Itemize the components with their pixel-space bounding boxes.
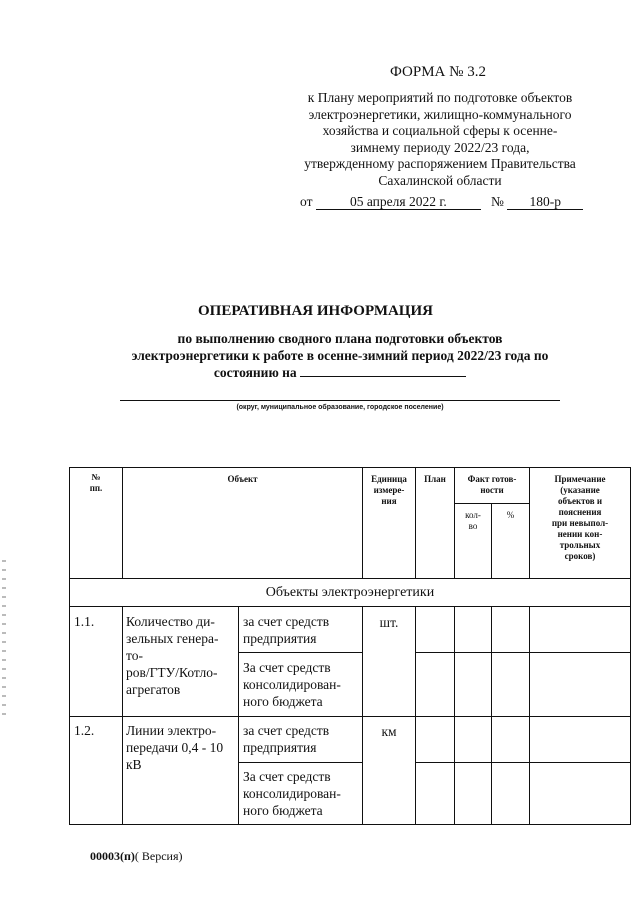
row-1-split-line-right <box>415 652 631 653</box>
funding-line: ного бюджета <box>243 803 323 818</box>
unit-value: км <box>381 724 397 739</box>
header-object: Объект <box>227 474 258 484</box>
unit-value: шт. <box>379 615 399 630</box>
document-subtitle <box>80 330 600 381</box>
col-line <box>238 606 239 824</box>
header-text: пп. <box>89 483 103 493</box>
row-2-split-line <box>238 762 362 763</box>
header-text: во <box>468 521 478 531</box>
header-text: при невыпол- <box>551 518 609 528</box>
object-name-line: кВ <box>126 757 142 772</box>
region-caption: (округ, муниципальное образование, городское поселение) <box>236 404 444 411</box>
header-text: пояснения <box>558 507 602 517</box>
approval-line: утвержденному распоряжением Правительства <box>304 156 576 172</box>
row-object-name <box>126 722 238 773</box>
header-text: трольных <box>559 540 601 550</box>
header-num <box>70 472 122 494</box>
approval-reference <box>282 90 598 190</box>
funding-line: консолидирован- <box>243 677 341 692</box>
header-fact-qty <box>455 510 491 532</box>
col-line <box>529 606 530 824</box>
header-fact-pct: % <box>506 510 515 520</box>
header-text: Единица <box>371 474 407 484</box>
funding-source <box>243 613 329 647</box>
status-date-blank <box>300 364 466 377</box>
table-border-top <box>69 467 631 468</box>
document-code: 00003(п) <box>90 849 135 863</box>
header-text: (указание <box>560 485 600 495</box>
object-name-line: ров/ГТУ/Котло- <box>126 665 218 680</box>
document-version: ( Версия) <box>134 849 183 863</box>
funding-line: за счет средств <box>243 723 330 738</box>
row-2-split-line-right <box>415 762 631 763</box>
header-text: нении кон- <box>557 529 603 539</box>
subtitle-line: электроэнергетики к работе в осенне-зимний период 2022/23 года по <box>131 348 549 363</box>
section-bottom-line <box>69 606 631 607</box>
row-1-bottom-line <box>69 716 631 717</box>
approval-line: зимнему периоду 2022/23 года, <box>350 139 530 155</box>
decree-date: 05 апреля 2022 г. <box>316 194 481 210</box>
row-1-split-line <box>238 652 362 653</box>
table-border-bottom <box>69 824 631 825</box>
object-name-line: Количество ди- <box>126 614 215 629</box>
funding-line: За счет средств <box>243 660 331 675</box>
document-footer <box>90 849 183 864</box>
object-name-line: то- <box>126 648 143 663</box>
header-text: № <box>91 472 101 482</box>
subtitle-line: состоянию на <box>213 365 297 380</box>
row-object-name <box>126 613 238 698</box>
col-line <box>491 606 492 824</box>
col-line <box>362 606 363 824</box>
header-text: измере- <box>373 485 405 495</box>
date-prefix: от <box>300 194 313 209</box>
approval-line: к Плану мероприятий по подготовке объектов <box>307 90 573 105</box>
header-fact <box>455 474 529 496</box>
object-name-line: зельных генера- <box>126 631 219 646</box>
approval-line: хозяйства и социальной сферы к осенне- <box>322 123 558 139</box>
col-line <box>454 606 455 824</box>
funding-line: консолидирован- <box>243 786 341 801</box>
col-line <box>122 606 123 824</box>
header-text: объектов и <box>557 496 603 506</box>
header-text: Факт готов- <box>467 474 517 484</box>
header-plan: План <box>424 474 446 484</box>
header-text: сроков) <box>564 551 596 561</box>
subtitle-line: по выполнению сводного плана подготовки объектов <box>177 331 503 346</box>
header-text: Примечание <box>554 474 606 484</box>
region-blank-line <box>120 400 560 401</box>
object-name-line: передачи 0,4 - 10 <box>126 740 224 755</box>
approval-line: Сахалинской области <box>378 172 502 188</box>
scan-edge-marks <box>2 560 6 720</box>
funding-source <box>243 722 329 756</box>
header-text: кол- <box>465 510 481 520</box>
object-name-line: Линии электро- <box>126 723 217 738</box>
header-bottom-line <box>69 578 631 579</box>
number-prefix: № <box>490 194 504 209</box>
header-text: ния <box>381 496 397 506</box>
funding-line: За счет средств <box>243 769 331 784</box>
table-border-left <box>69 467 70 825</box>
document-title: ОПЕРАТИВНАЯ ИНФОРМАЦИЯ <box>198 303 433 319</box>
header-text: ности <box>480 485 504 495</box>
header-unit <box>363 474 415 507</box>
row-number: 1.1. <box>74 614 95 629</box>
funding-source <box>243 659 341 710</box>
form-number: ФОРМА № 3.2 <box>390 64 486 80</box>
row-number: 1.2. <box>74 723 95 738</box>
object-name-line: агрегатов <box>126 682 181 697</box>
funding-line: предприятия <box>243 631 317 646</box>
header-note <box>530 474 630 562</box>
funding-source <box>243 768 341 819</box>
funding-line: за счет средств <box>243 614 330 629</box>
approval-line: электроэнергетики, жилищно-коммунального <box>308 106 572 122</box>
col-line <box>415 606 416 824</box>
decree-number: 180-р <box>507 194 583 210</box>
decree-date-line <box>300 194 583 210</box>
funding-line: предприятия <box>243 740 317 755</box>
funding-line: ного бюджета <box>243 694 323 709</box>
section-heading: Объекты электроэнергетики <box>265 585 435 600</box>
